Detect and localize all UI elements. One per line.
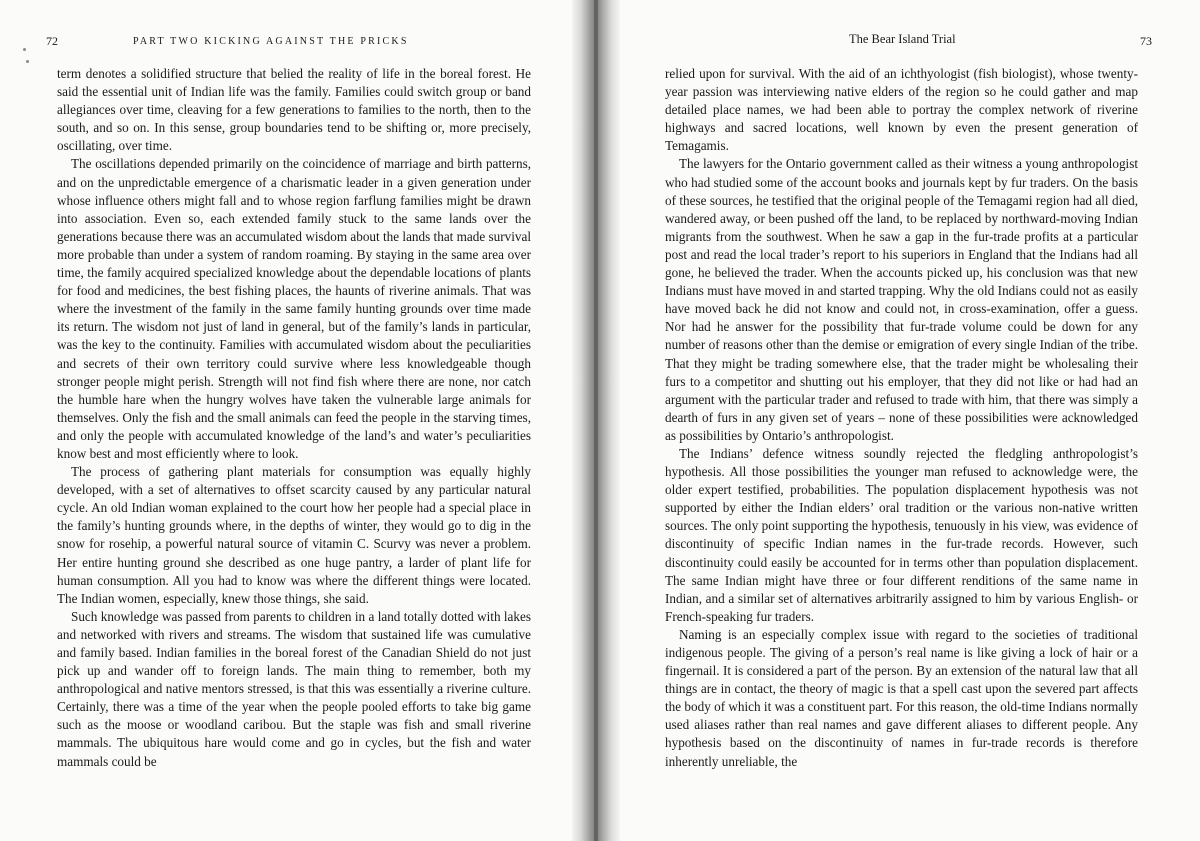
paragraph: The lawyers for the Ontario government called as their witness a young anthropologist who had studied some of the account books and journals kept by fur traders. On the basis of these sources, he testified that the original people of the Temagami region had all died, wandered away, or been pushed off the land, to be replaced by northward-moving Indian migrants from the southwest. When he saw a gap in the fur-trade profits at a particular post and read the local trader’s report to his superiors in England that the Indians had all gone, he believed the trader. When the accounts picked up, his conclusion was that new Indians must have moved in and started trapping. Why the old Indians could not as easily have moved back he did not know and could not, in cross-examination, offer a guess. Nor had he answer for the possibility that fur-trade volume could be down for any number of reasons other than the demise or emigration of every single Indian of the tribe. That they might be trading somewhere else, that the trader might be wholesaling their furs to a competitor and shutting out his employer, that they did not like or had had an argument with the particular trader and refused to trade with him, that there was simply a dearth of furs in any given set of years – none of these possibilities were acknowledged as possibilities by Ontario’s anthropologist.	[665, 156, 1138, 443]
paragraph: relied upon for survival. With the aid of an ichthyologist (fish biologist), whose twenty-year passion was interviewing native elders of the region so he could gather and map detailed place names, we had been able to portray the complex network of riverine highways and sacred locations, well known by even the present generation of Temagamis.	[665, 66, 1138, 154]
book-spine-crease	[594, 0, 598, 841]
paragraph: The Indians’ defence witness soundly rejected the fledgling anthropologist’s hypothesis. All those possibilities the younger man refused to acknowledge were, the older expert testified, probabilities. The population displacement hypothesis was not supported by either the Indian elders’ oral tradition or the various non-native written sources. The only point supporting the hypothesis, tenuously in his view, was evidence of discontinuity of specific Indian names in the fur-trade records. However, such discontinuity could easily be accounted for in terms other than population displacement. The same Indian might have three or four different renditions of the same name in Indian, and a similar set of alternatives arbitrarily assigned to him by various English- or French-speaking fur traders.	[665, 445, 1138, 624]
right-page-body	[665, 65, 1138, 771]
right-page-number: 73	[1140, 34, 1152, 48]
left-page-number: 72	[46, 34, 58, 48]
paragraph: The oscillations depended primarily on the coincidence of marriage and birth patterns, and on the unpredictable emergence of a charismatic leader in a given generation under whose influence others might fall and to whose region farflung families might be drawn into association. Even so, each extended family stuck to the same lands over the generations because there was an accumulated wisdom about the lands that made survival more probable than under a system of random roaming. By staying in the same area over time, the family acquired specialized knowledge about the dependable locations of plants for food and medicines, the best fishing places, the haunts of riverine animals. That was where the investment of the family in the same family hunting grounds over time made its return. The wisdom not just of land in general, but of the family’s lands in particular, was the key to the continuity. Families with accumulated wisdom about the peculiarities and secrets of their own territory could survive where less knowledgeable though stronger people might perish. Strength will not find fish where there are none, nor catch the humble hare when the hungry wolves have taken the vulnerable large animals for themselves. Only the fish and the small animals can feed the people in the starving times, and only the people with accumulated knowledge of the land’s and water’s peculiarities know best and most efficiently where to look.	[57, 156, 531, 461]
paragraph: Naming is an especially complex issue with regard to the societies of traditional indigenous people. The giving of a person’s real name is like giving a lock of hair or a fingernail. It is considered a part of the person. By an extension of the natural law that all things are in contact, the theory of magic is that a spell cast upon the severed part affects the body of which it was a constituent part. For this reason, the old-time Indians normally used aliases rather than real names and gave different aliases to different people. Any hypothesis based on the discontinuity of names in fur-trade records is therefore inherently unreliable, the	[665, 626, 1138, 769]
paragraph: term denotes a solidified structure that belied the reality of life in the boreal forest. He said the essential unit of Indian life was the family. Families could switch group or band allegiances over time, cleaving for a few generations to families to the north, then to the south, and so on. In this sense, group boundaries tend to be shifting or, more precisely, oscillating, over time.	[57, 66, 531, 154]
print-speck	[23, 48, 26, 51]
paragraph: Such knowledge was passed from parents to children in a land totally dotted with lakes and networked with rivers and streams. The wisdom that sustained life was cumulative and family based. Indian families in the boreal forest of the Canadian Shield do not just pick up and wander off to foreign lands. The main thing to remember, both my anthropological and native mentors stressed, is that this was essentially a riverine culture. Certainly, there was a time of the year when the people pooled efforts to take big game such as the moose or woodland caribou. But the staple was fish and small riverine mammals. The ubiquitous hare would come and go in cycles, but the fish and water mammals could be	[57, 608, 531, 769]
paragraph: The process of gathering plant materials for consumption was equally highly developed, with a set of alternatives to offset scarcity caused by any particular natural cycle. An old Indian woman explained to the court how her people had a special place in the family’s hunting grounds where, in the depths of winter, they would go to dig in the snow for rosehip, a powerful natural source of vitamin C. Scurvy was never a problem. Her entire hunting ground she described as one huge pantry, a larder of plant life for human consumption. All you had to know was where the different things were located. The Indian women, especially, knew those things, she said.	[57, 464, 531, 606]
right-running-head: The Bear Island Trial	[849, 32, 956, 46]
print-speck	[26, 60, 29, 63]
left-running-head: PART TWO KICKING AGAINST THE PRICKS	[133, 36, 409, 47]
left-page-body	[57, 65, 531, 771]
